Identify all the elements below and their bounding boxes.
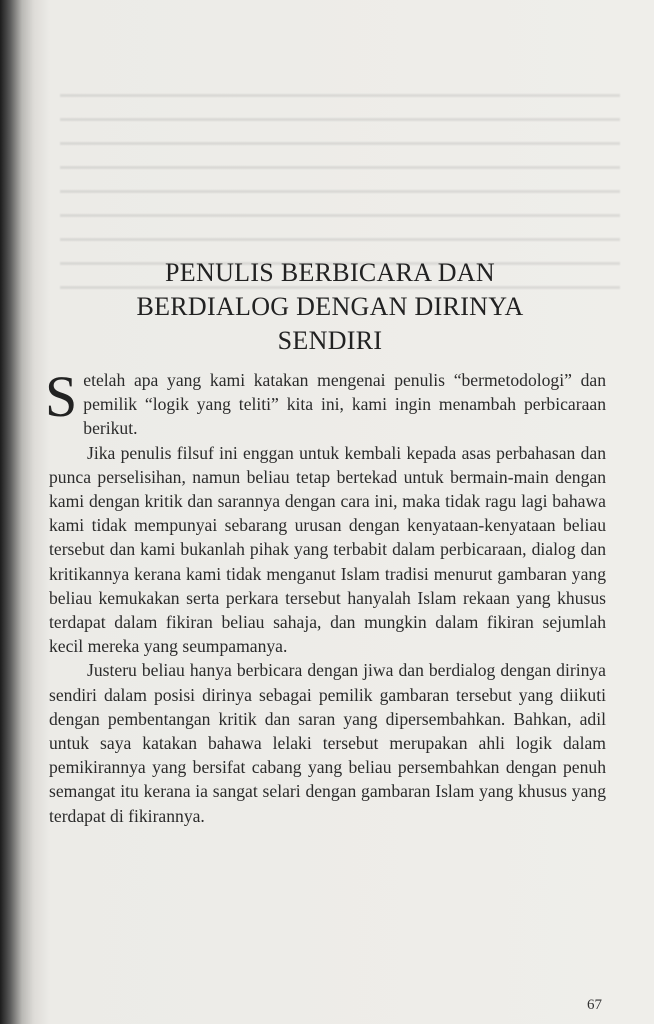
paragraph-1-text: etelah apa yang kami katakan mengenai penulis “bermetodologi” dan pemilik “logik yang teliti” kita ini, kami ingin menambah perbicaraan berikut. bbox=[83, 370, 606, 439]
chapter-title bbox=[60, 256, 600, 358]
body-text bbox=[45, 364, 606, 828]
paragraph-1 bbox=[45, 364, 606, 441]
paragraph-3: Justeru beliau hanya berbicara dengan jiwa dan berdialog dengan dirinya sendiri dalam posisi dirinya sebagai pemilik gambaran tersebut yang diikuti dengan pembentangan kritik dan saran yang dipersembahkan. Bahkan, adil untuk saya katakan bahawa lelaki tersebut merupakan ahli logik dalam pemikirannya yang bersifat cabang yang beliau persembahkan dengan penuh semangat itu kerana ia sangat selari dengan gambaran Islam yang khusus yang terdapat di fikirannya. bbox=[49, 660, 606, 826]
paragraph-2: Jika penulis filsuf ini enggan untuk kembali kepada asas perbahasan dan punca perselisihan, namun beliau tetap bertekad untuk bermain-main dengan kami dengan kritik dan sarannya dengan cara ini, maka tidak ragu lagi bahawa kami tidak mempunyai sebarang urusan dengan kenyataan-kenyataan beliau tersebut dan kami bukanlah pihak yang terbabit dalam perbicaraan, dialog dan kritikannya kerana kami tidak menganut Islam tradisi menurut gambaran yang beliau kemukakan serta perkara tersebut hanyalah Islam rekaan yang khusus terdapat dalam fikiran beliau sahaja, dan mungkin dalam fikiran sejumlah kecil mereka yang seumpamanya. bbox=[49, 442, 606, 657]
drop-cap: S bbox=[45, 364, 78, 429]
title-line-2: BERDIALOG DENGAN DIRINYA bbox=[136, 292, 524, 321]
title-line-1: PENULIS BERBICARA DAN bbox=[165, 258, 495, 287]
title-line-3: SENDIRI bbox=[277, 326, 383, 355]
page-number: 67 bbox=[587, 997, 602, 1013]
